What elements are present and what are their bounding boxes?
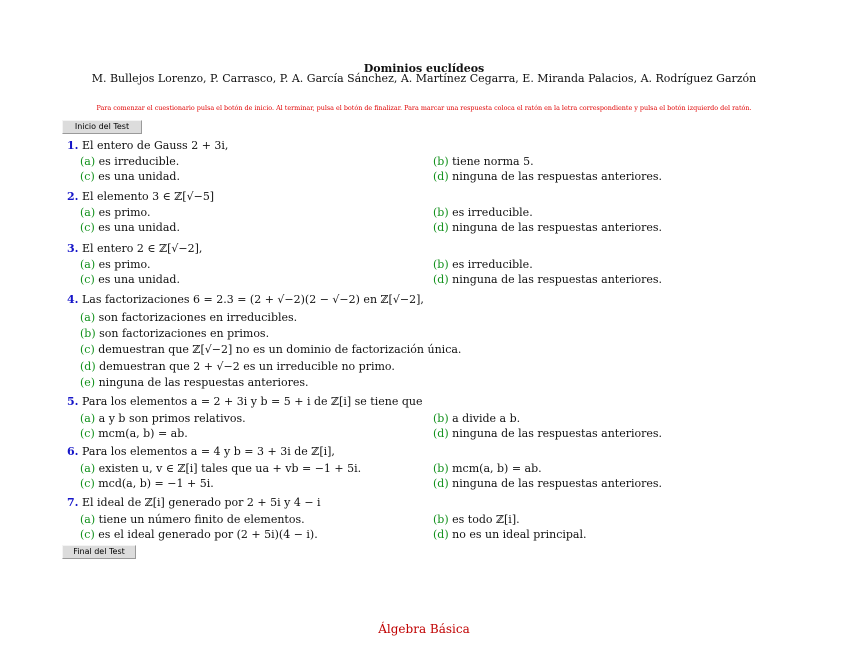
option-letter[interactable]: (c): [80, 427, 95, 440]
option-text: es primo.: [98, 206, 151, 219]
question-2: [67, 190, 214, 204]
q6-option-a[interactable]: [80, 462, 361, 476]
question-4: [67, 293, 424, 307]
q7-option-d[interactable]: [433, 528, 586, 542]
option-letter[interactable]: (b): [433, 206, 449, 219]
start-test-button[interactable]: Inicio del Test: [62, 120, 142, 134]
option-text: ninguna de las respuestas anteriores.: [452, 427, 663, 440]
q1-option-c[interactable]: [80, 170, 180, 184]
option-letter[interactable]: (c): [80, 170, 95, 183]
option-text: es todo ℤ[i].: [452, 513, 520, 526]
option-text: es el ideal generado por (2 + 5i)(4 − i).: [98, 528, 318, 541]
option-letter[interactable]: (a): [80, 155, 96, 168]
option-letter[interactable]: (d): [433, 528, 449, 541]
option-text: ninguna de las respuestas anteriores.: [452, 477, 663, 490]
option-letter[interactable]: (c): [80, 477, 95, 490]
option-text: son factorizaciones en irreducibles.: [98, 311, 298, 324]
option-text: a y b son primos relativos.: [98, 412, 246, 425]
q1-option-b[interactable]: [433, 155, 534, 169]
q5-option-a[interactable]: [80, 412, 246, 426]
option-letter[interactable]: (a): [80, 513, 96, 526]
option-letter[interactable]: (d): [433, 477, 449, 490]
option-letter[interactable]: (b): [433, 513, 449, 526]
q3-option-c[interactable]: [80, 273, 180, 287]
option-letter[interactable]: (d): [80, 360, 96, 373]
q5-option-b[interactable]: [433, 412, 520, 426]
q4-option-d[interactable]: [80, 360, 395, 374]
option-text: ninguna de las respuestas anteriores.: [98, 376, 309, 389]
option-letter[interactable]: (c): [80, 528, 95, 541]
option-text: es irreducible.: [452, 258, 533, 271]
question-number: 3.: [67, 242, 79, 255]
q2-option-a[interactable]: [80, 206, 150, 220]
option-letter[interactable]: (a): [80, 462, 96, 475]
q7-option-b[interactable]: [433, 513, 520, 527]
option-text: es una unidad.: [98, 221, 180, 234]
q4-option-b[interactable]: [80, 327, 269, 341]
option-letter[interactable]: (d): [433, 427, 449, 440]
q4-option-c[interactable]: [80, 343, 461, 357]
q2-option-d[interactable]: [433, 221, 662, 235]
q3-option-b[interactable]: [433, 258, 533, 272]
option-text: mcd(a, b) = −1 + 5i.: [98, 477, 214, 490]
question-text: Para los elementos a = 2 + 3i y b = 5 + i de ℤ[i] se tiene que: [81, 395, 423, 408]
option-text: ninguna de las respuestas anteriores.: [452, 221, 663, 234]
question-text: Para los elementos a = 4 y b = 3 + 3i de ℤ[i],: [81, 445, 335, 458]
option-letter[interactable]: (b): [433, 462, 449, 475]
option-letter[interactable]: (a): [80, 206, 96, 219]
q7-option-c[interactable]: [80, 528, 318, 542]
option-text: ninguna de las respuestas anteriores.: [452, 273, 663, 286]
q6-option-d[interactable]: [433, 477, 662, 491]
question-5: [67, 395, 422, 409]
option-text: existen u, v ∈ ℤ[i] tales que ua + vb = −1 + 5i.: [98, 462, 362, 475]
question-text: El entero 2 ∈ ℤ[√−2],: [81, 242, 203, 255]
option-text: son factorizaciones en primos.: [99, 327, 270, 340]
question-7: [67, 496, 321, 510]
q2-option-b[interactable]: [433, 206, 533, 220]
q5-option-c[interactable]: [80, 427, 188, 441]
option-letter[interactable]: (a): [80, 311, 96, 324]
question-number: 7.: [67, 496, 79, 509]
option-text: es primo.: [98, 258, 151, 271]
question-text: El ideal de ℤ[i] generado por 2 + 5i y 4 − i: [81, 496, 321, 509]
question-number: 1.: [67, 139, 79, 152]
q6-option-c[interactable]: [80, 477, 214, 491]
q4-option-a[interactable]: [80, 311, 297, 325]
question-6: [67, 445, 335, 459]
option-letter[interactable]: (e): [80, 376, 96, 389]
option-text: mcm(a, b) = ab.: [452, 462, 542, 475]
question-3: [67, 242, 202, 256]
option-text: es irreducible.: [98, 155, 180, 168]
option-letter[interactable]: (b): [433, 155, 449, 168]
option-letter[interactable]: (b): [433, 412, 449, 425]
option-letter[interactable]: (b): [80, 327, 96, 340]
q7-option-a[interactable]: [80, 513, 305, 527]
question-1: [67, 139, 228, 153]
q1-option-a[interactable]: [80, 155, 179, 169]
option-text: ninguna de las respuestas anteriores.: [452, 170, 663, 183]
question-number: 5.: [67, 395, 79, 408]
option-letter[interactable]: (d): [433, 221, 449, 234]
question-number: 6.: [67, 445, 79, 458]
document-title: Dominios euclídeos: [363, 62, 485, 75]
question-text: El entero de Gauss 2 + 3i,: [81, 139, 229, 152]
option-letter[interactable]: (c): [80, 221, 95, 234]
option-letter[interactable]: (a): [80, 412, 96, 425]
option-text: demuestran que ℤ[√−2] no es un dominio de factorización única.: [98, 343, 462, 356]
option-text: es una unidad.: [98, 273, 180, 286]
end-test-button[interactable]: Final del Test: [62, 545, 136, 559]
q2-option-c[interactable]: [80, 221, 180, 235]
q3-option-a[interactable]: [80, 258, 150, 272]
footer-title[interactable]: Álgebra Básica: [378, 622, 470, 636]
q4-option-e[interactable]: [80, 376, 309, 390]
instructions-text: Para comenzar el cuestionario pulsa el botón de inicio. Al terminar, pulsa el botón de finalizar. Para marcar una respuesta coloca el ratón en la letra correspondiente y pulsa el botón izquierdo del ratón.: [96, 104, 752, 112]
q1-option-d[interactable]: [433, 170, 662, 184]
q5-option-d[interactable]: [433, 427, 662, 441]
question-text: Las factorizaciones 6 = 2.3 = (2 + √−2)(2 − √−2) en ℤ[√−2],: [81, 293, 424, 306]
q6-option-b[interactable]: [433, 462, 542, 476]
option-text: demuestran que 2 + √−2 es un irreducible no primo.: [99, 360, 395, 373]
option-letter[interactable]: (c): [80, 273, 95, 286]
question-text: El elemento 3 ∈ ℤ[√−5]: [81, 190, 215, 203]
question-number: 2.: [67, 190, 79, 203]
option-text: a divide a b.: [452, 412, 521, 425]
question-number: 4.: [67, 293, 79, 306]
option-text: es una unidad.: [98, 170, 180, 183]
option-text: tiene un número finito de elementos.: [98, 513, 305, 526]
option-text: tiene norma 5.: [452, 155, 534, 168]
option-letter[interactable]: (d): [433, 273, 449, 286]
q3-option-d[interactable]: [433, 273, 662, 287]
option-text: mcm(a, b) = ab.: [98, 427, 188, 440]
option-letter[interactable]: (b): [433, 258, 449, 271]
option-letter[interactable]: (c): [80, 343, 95, 356]
option-letter[interactable]: (d): [433, 170, 449, 183]
option-text: no es un ideal principal.: [452, 528, 587, 541]
option-letter[interactable]: (a): [80, 258, 96, 271]
option-text: es irreducible.: [452, 206, 533, 219]
authors-line: M. Bullejos Lorenzo, P. Carrasco, P. A. García Sánchez, A. Martínez Cegarra, E. Miranda Palacios, A. Rodríguez Garzón: [91, 72, 757, 85]
